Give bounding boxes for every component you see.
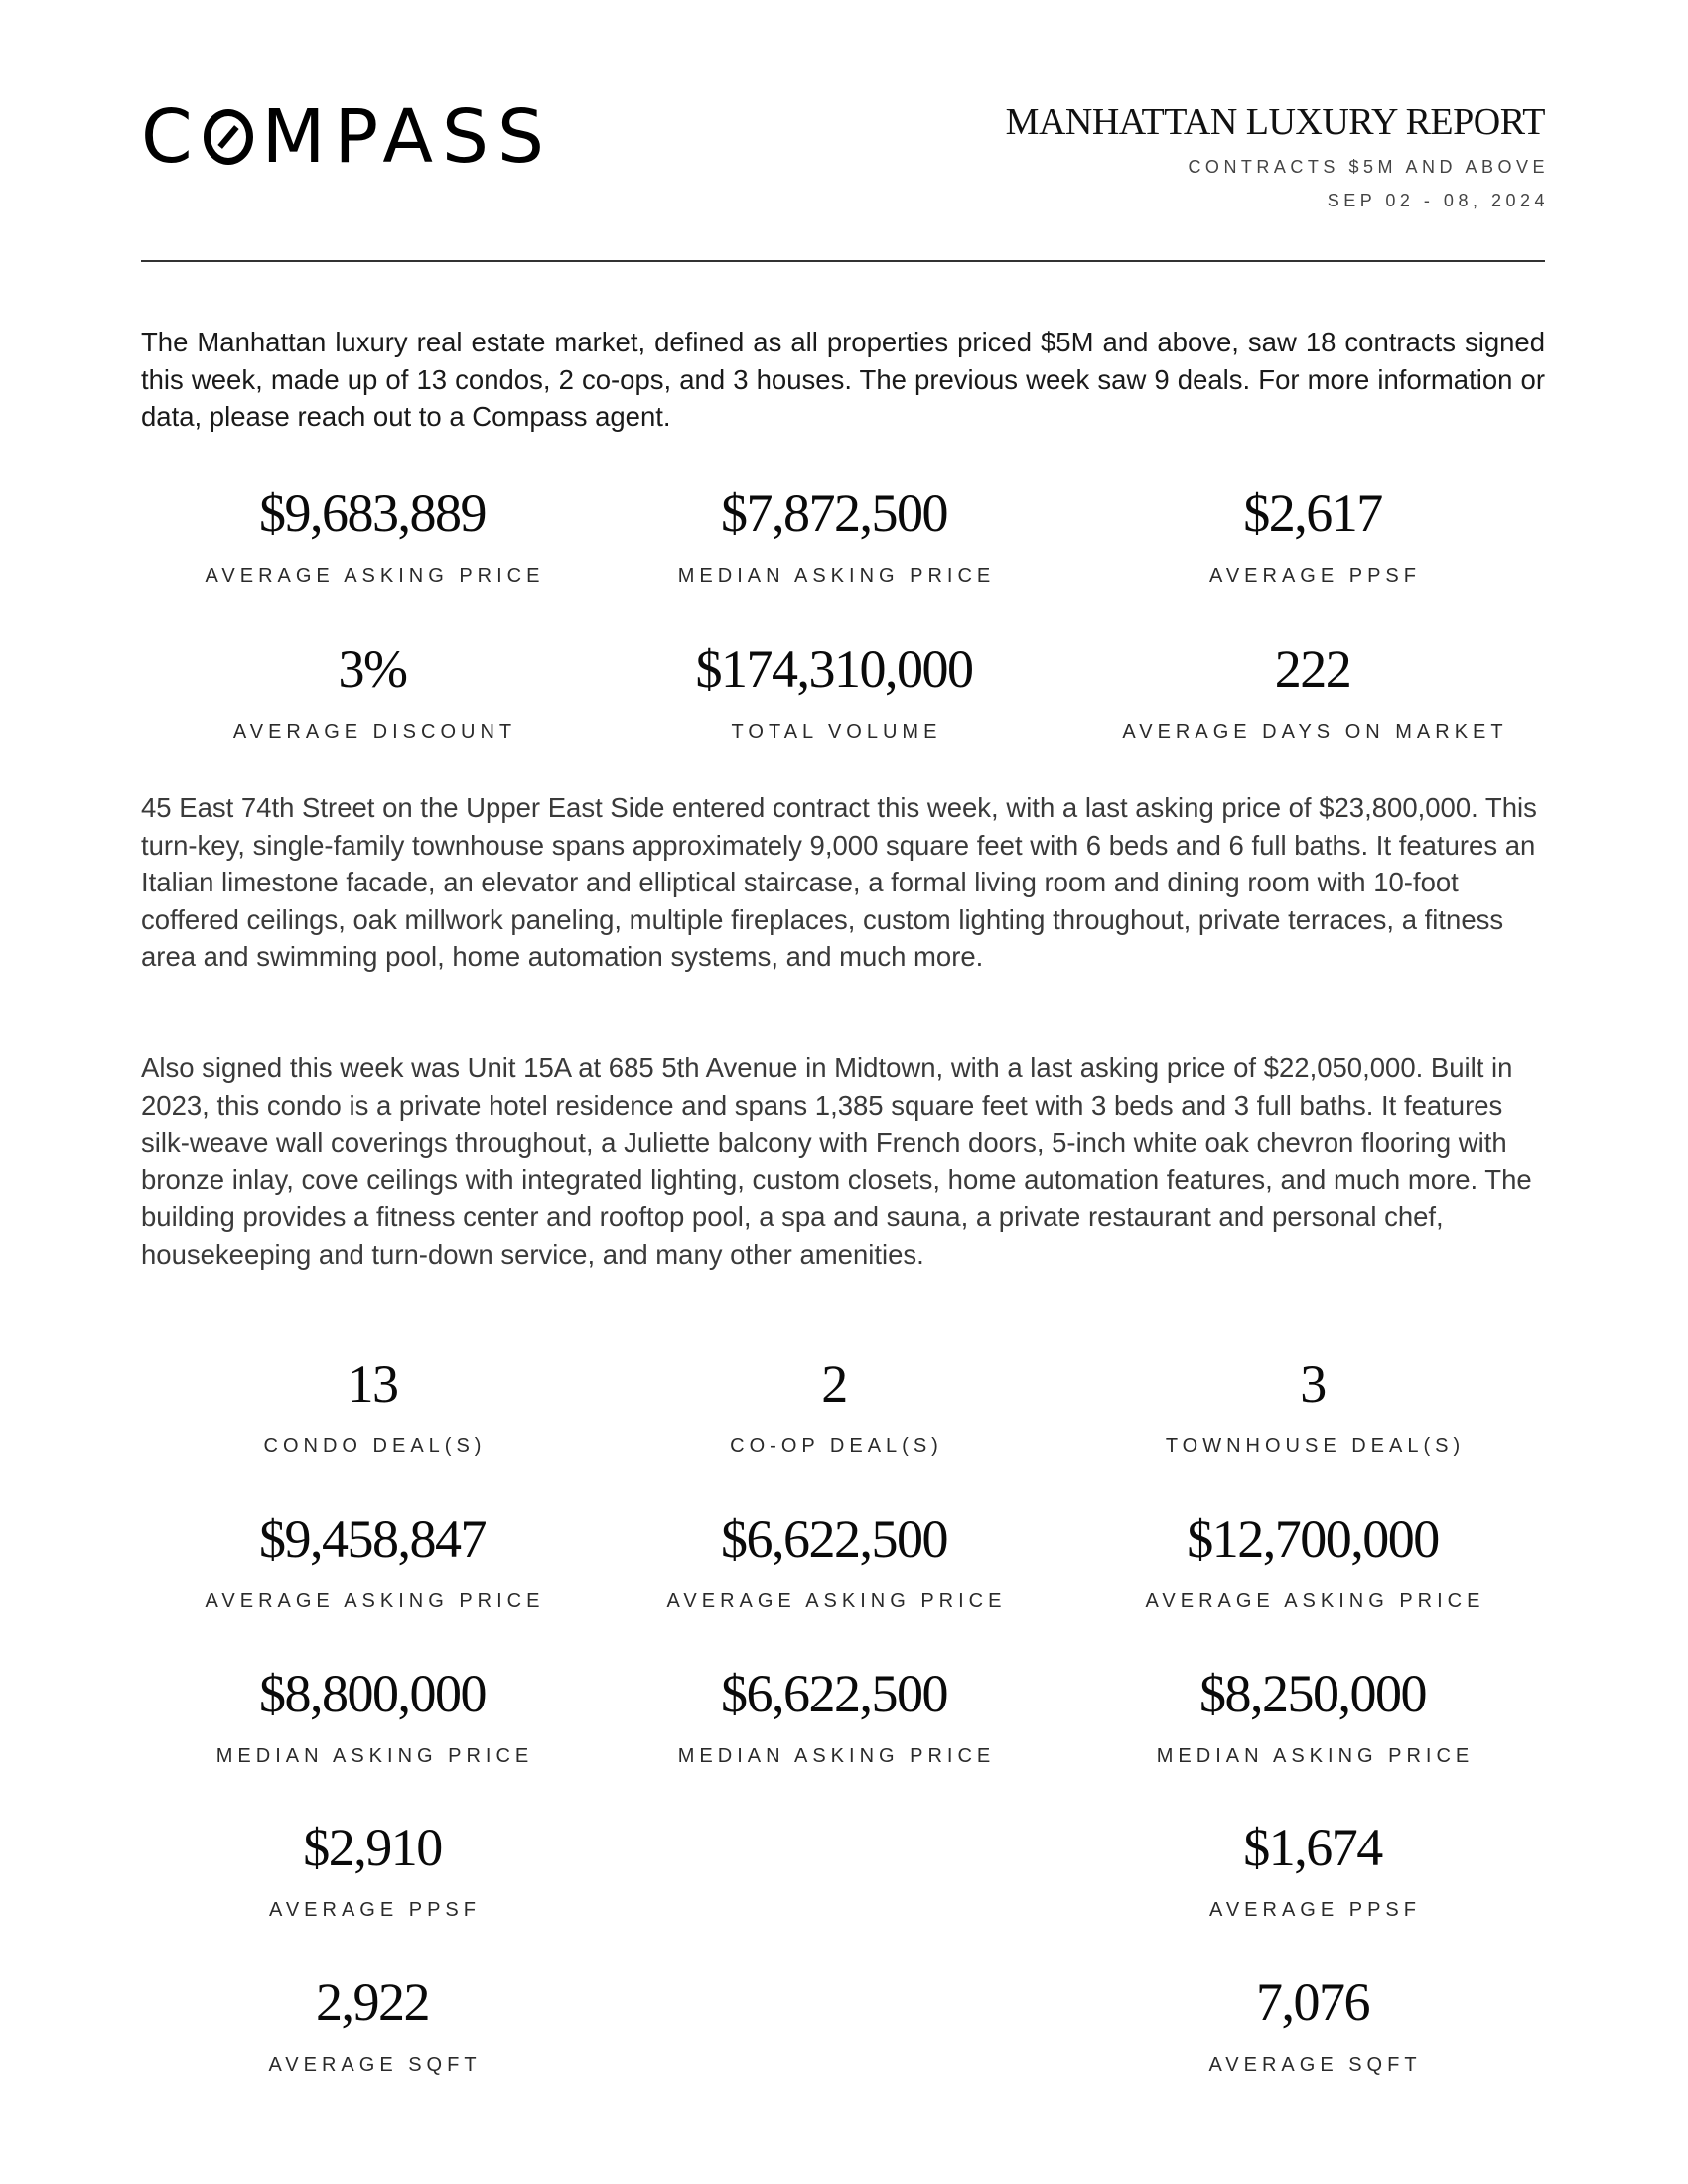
stat-value: $7,872,500 [721, 483, 947, 543]
stat-total-volume [606, 639, 1062, 743]
stat-value: $8,250,000 [1199, 1664, 1426, 1723]
stat-value: $6,622,500 [721, 1509, 947, 1569]
coop-median-asking-price [606, 1664, 1062, 1767]
stat-value: 13 [347, 1354, 398, 1414]
townhouse-deals [1084, 1354, 1541, 1457]
stat-label: AVERAGE ASKING PRICE [205, 1590, 545, 1612]
stat-value: $2,910 [303, 1818, 442, 1877]
stat-value: 222 [1274, 639, 1351, 699]
townhouse-average-ppsf [1084, 1818, 1541, 1921]
report-subtitle: CONTRACTS $5M AND ABOVE [1188, 157, 1549, 177]
coop-deals [606, 1354, 1062, 1457]
condo-average-ppsf [144, 1818, 601, 1921]
condo-average-asking-price [144, 1509, 601, 1612]
condo-median-asking-price [144, 1664, 601, 1767]
stat-label: MEDIAN ASKING PRICE [215, 1745, 534, 1767]
stat-label: AVERAGE PPSF [268, 1899, 481, 1921]
stat-value: $12,700,000 [1187, 1509, 1439, 1569]
stat-label: AVERAGE DISCOUNT [232, 721, 517, 743]
stat-value: $174,310,000 [695, 639, 973, 699]
stat-label: AVERAGE ASKING PRICE [1145, 1590, 1485, 1612]
compass-o-icon [204, 109, 253, 165]
stat-label: MEDIAN ASKING PRICE [677, 1745, 996, 1767]
report-page [141, 0, 1549, 2076]
stat-label: AVERAGE PPSF [1208, 565, 1421, 587]
stat-value: 3 [1300, 1354, 1326, 1414]
highlight-paragraph-condo: Also signed this week was Unit 15A at 685 5th Avenue in Midtown, with a last asking price of $22,050,000. Built in 2023, this condo is a private hotel residence and spans 1,385 square feet with 3 beds and 3 full baths. It features silk-weave wall coverings throughout, a Juliette balcony with French doors, 5-inch white oak chevron flooring with bronze inlay, cove ceilings with integrated lighting, custom closets, home automation features, and much more. The building provides a fitness center and rooftop pool, a spa and sauna, a private restaurant and personal chef, housekeeping and turn-down service, and many other amenities. [141, 1052, 1532, 1270]
stat-label: AVERAGE ASKING PRICE [205, 565, 545, 587]
stat-average-ppsf [1084, 483, 1541, 587]
stat-label: AVERAGE SQFT [268, 2054, 482, 2076]
stat-label: TOTAL VOLUME [731, 721, 942, 743]
stat-value: $8,800,000 [259, 1664, 486, 1723]
stat-label: AVERAGE SQFT [1208, 2054, 1422, 2076]
stat-value: 2 [821, 1354, 847, 1414]
stat-average-days-on-market [1084, 639, 1541, 743]
stat-label: AVERAGE DAYS ON MARKET [1122, 721, 1508, 743]
report-title: MANHATTAN LUXURY REPORT [1005, 101, 1545, 143]
stat-label: MEDIAN ASKING PRICE [677, 565, 996, 587]
stat-label: MEDIAN ASKING PRICE [1156, 1745, 1475, 1767]
stat-value: 2,922 [316, 1973, 429, 2032]
header-divider [141, 260, 1545, 262]
stat-label: CONDO DEAL(S) [263, 1435, 487, 1457]
report-date-range: SEP 02 - 08, 2024 [1327, 191, 1549, 210]
condo-deals [144, 1354, 601, 1457]
stat-value: 7,076 [1256, 1973, 1369, 2032]
stat-value: $2,617 [1243, 483, 1382, 543]
intro-paragraph: The Manhattan luxury real estate market, defined as all properties priced $5M and above, saw 18 contracts signed this week, made up of 13 condos, 2 co-ops, and 3 houses. The previous week saw 9 deals. For more information or data, please reach out to a Compass agent. [141, 327, 1545, 432]
coop-average-asking-price [606, 1509, 1062, 1612]
stat-label: AVERAGE ASKING PRICE [666, 1590, 1007, 1612]
stat-label: AVERAGE PPSF [1208, 1899, 1421, 1921]
logo-letters-mpass: MPASS [261, 94, 553, 180]
stat-value: $6,622,500 [721, 1664, 947, 1723]
highlight-paragraph-townhouse: 45 East 74th Street on the Upper East Side entered contract this week, with a last asking price of $23,800,000. This turn-key, single-family townhouse spans approximately 9,000 square feet with 6 beds and 6 full baths. It features an Italian limestone facade, an elevator and elliptical staircase, a formal living room and dining room with 10-foot coffered ceilings, oak millwork paneling, multiple fireplaces, custom lighting throughout, private terraces, a fitness area and swimming pool, home automation systems, and much more. [141, 792, 1537, 972]
townhouse-median-asking-price [1084, 1664, 1541, 1767]
townhouse-average-sqft [1084, 1973, 1541, 2076]
stat-median-asking-price [606, 483, 1062, 587]
report-header [141, 0, 1549, 263]
stat-value: $9,458,847 [259, 1509, 486, 1569]
compass-logo [141, 94, 553, 180]
stat-average-discount [144, 639, 601, 743]
logo-letter-c: C [141, 94, 202, 180]
stat-value: $1,674 [1243, 1818, 1382, 1877]
condo-average-sqft [144, 1973, 601, 2076]
stat-value: $9,683,889 [259, 483, 486, 543]
stat-value: 3% [338, 639, 407, 699]
stat-label: CO-OP DEAL(S) [730, 1435, 943, 1457]
stat-average-asking-price [144, 483, 601, 587]
townhouse-average-asking-price [1084, 1509, 1541, 1612]
stat-label: TOWNHOUSE DEAL(S) [1165, 1435, 1466, 1457]
